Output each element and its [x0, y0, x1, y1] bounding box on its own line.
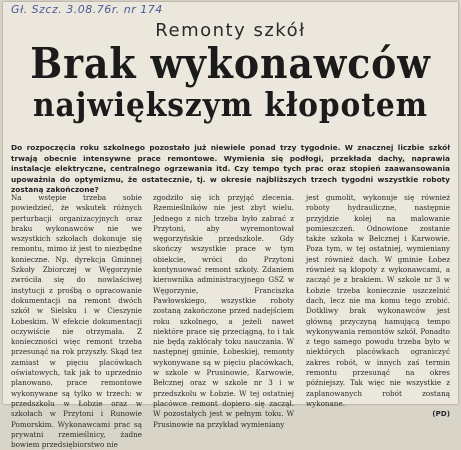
- headline-line-2: największym kłopotem: [33, 85, 428, 124]
- newspaper-clipping: [3, 2, 458, 450]
- handwritten-annotation: Gł. Szcz. 3.08.76r. nr 174: [11, 3, 163, 16]
- headline-line-1: Brak wykonawców: [30, 39, 431, 88]
- section-kicker: Remonty szkół: [155, 20, 306, 41]
- article-column-3-text: jest gumolit, wykonuje się również roboty hydrauliczne, następnie przyjdzie kolej na malowanie pomieszczeń. Odnowione zostanie także szkoła w Bełcznej i Karwowie. Poza tym, w tej ostatniej, wymieniany jest również dach. W gminie Łobez również są kłopoty z wykonawcami, a zacząć je z brakiem. W szkole nr 3 w Łobzie trzeba koniecznie uszczelnić dach, lecz nie ma komu tego zrobić. Dotkliwy brak wykonawców jest główną przyczyną hamującą tempo wykonywania remontów szkół. Ponadto z tego samego powodu trzeba było w niektórych placówkach ograniczyć zakres robót, w innych zaś termin remontu przesunąć na okres późniejszy. Tak więc nie wszystkie z zaplanowanych robót zostaną wykonane.: [306, 193, 450, 408]
- article-column-1: Na wstępie trzeba sobie powiedzieć, że wskutek różnych perturbacji organizacyjnych oraz braku wykonawców nie we wszystkich szkołach dokonuje się remontu, mimo iż jest to niezbędne konieczne. Np. dyrekcja Gminnej Szkoły Zbiorczej w Węgorzynie zwróciła się do nowlaściwej instytucji z prośbą o opracowanie dokumentacji na remont dwóch szkół w Sielsku i w Cieszynie Łobeskim. W efekcie dokumentacji oczywiście nie otrzymała. Z konieczności więc remont trzeba przesunąć na rok przyszły. Skąd tez zamiast w pięciu placówkach oświatowych, tak jak to uprzednio planowano, prace remontowe wykonywane są tylko w trzech: w przedszkolu w Łobzie oraz w szkołach w Przytoni i Runowie Pomorskim. Wykonawcami prac są prywatni rzemieślnicy, żadne bowiem przedsiębiorstwo nie: [11, 193, 142, 450]
- article-column-2: zgodziło się ich przyjąć zlecenia. Rzemieślników nie jest zbyt wielu. Jednego z nich trzeba było zabrać z Przytoni, aby wyremontował węgorzyńskie przedszkole. Gdy skończy wszystkie prace w tym obiekcie, wróci do Przytoni kontynuować remont szkoły. Zdaniem kierownika administracyjnego GSZ w Węgorzynie, Franciszka Pawłowskiego, wszystkie roboty zostaną zakończone przed nadejściem roku szkolnego, a jeżeli nawet niektóre prace się przeciągną, to i tak nie będą zakłócały toku nauczania. W następnej gminie, Łobeskiej, remonty wykonywane są w pięciu placówkach, w szkole w Prusinowie, Karwowie, Bełcznej oraz w szkole nr 3 i w przedszkolu w Łobzie. W tej ostatniej placówce remont dopiero się zaczął. W pozostałych jest w pełnym toku. W Prusinowie na przykład wymieniany: [153, 193, 294, 429]
- article-column-3: [306, 193, 450, 420]
- author-signature: (PD): [432, 409, 450, 419]
- lead-paragraph: Do rozpoczęcia roku szkolnego pozostało już niewiele ponad trzy tygodnie. W znacznej liczbie szkół trwają obecnie intensywne prace remontowe. Wymienia się podłogi, przekłada dachy, naprawia instalacje elektryczne, centralnego ogrzewania itd. Czy tempo tych prac oraz stopień zaawansowania upoważnia do optymizmu, że ostatecznie, tj. w okresie najbliższych trzech tygodni wszystkie roboty zostaną zakończone?: [11, 143, 450, 195]
